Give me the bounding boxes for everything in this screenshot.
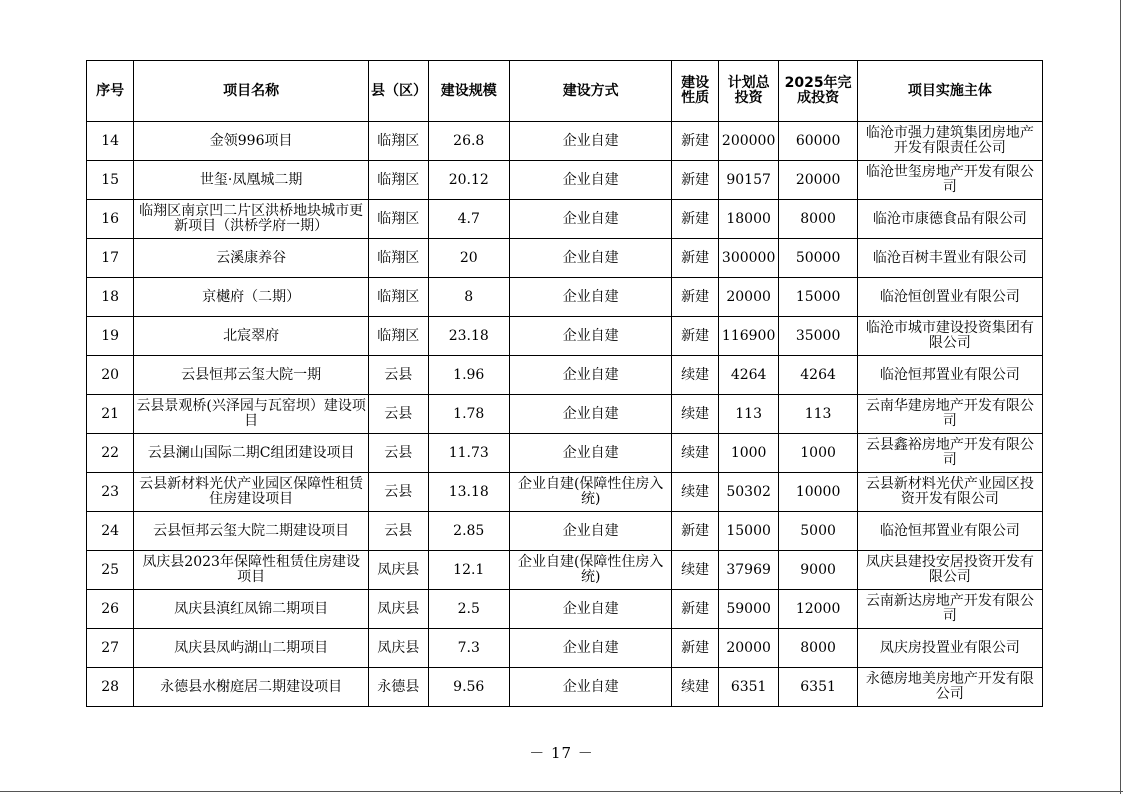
project-owner: 临沧恒邦置业有限公司 — [857, 356, 1042, 395]
build-mode: 企业自建 — [509, 200, 672, 239]
header-cell: 建设方式 — [509, 61, 672, 122]
project-name: 云县恒邦云玺大院一期 — [134, 356, 369, 395]
row-number: 24 — [87, 512, 134, 551]
investment-2025: 20000 — [779, 161, 857, 200]
investment-2025: 12000 — [779, 590, 857, 629]
project-name: 永德县水榭庭居二期建设项目 — [134, 668, 369, 707]
investment-2025: 60000 — [779, 122, 857, 161]
header-cell: 项目名称 — [134, 61, 369, 122]
build-mode: 企业自建 — [509, 434, 672, 473]
build-nature: 续建 — [672, 356, 718, 395]
county-name: 凤庆县 — [368, 590, 428, 629]
build-nature: 续建 — [672, 668, 718, 707]
project-owner: 临沧市强力建筑集团房地产开发有限责任公司 — [857, 122, 1042, 161]
build-scale: 1.96 — [428, 356, 509, 395]
planned-total-investment: 59000 — [718, 590, 779, 629]
county-name: 临翔区 — [368, 122, 428, 161]
row-number: 18 — [87, 278, 134, 317]
row-number: 27 — [87, 629, 134, 668]
build-nature: 新建 — [672, 278, 718, 317]
table-row — [87, 473, 1043, 512]
project-name: 临翔区南京凹二片区洪桥地块城市更新项目（洪桥学府一期） — [134, 200, 369, 239]
header-cell: 县（区） — [368, 61, 428, 122]
build-scale: 9.56 — [428, 668, 509, 707]
row-number: 19 — [87, 317, 134, 356]
project-owner: 永德房地美房地产开发有限公司 — [857, 668, 1042, 707]
project-name: 云溪康养谷 — [134, 239, 369, 278]
build-scale: 8 — [428, 278, 509, 317]
project-owner: 临沧恒创置业有限公司 — [857, 278, 1042, 317]
build-mode: 企业自建 — [509, 356, 672, 395]
project-name: 云县景观桥(兴泽园与瓦窑坝）建设项目 — [134, 395, 369, 434]
build-mode: 企业自建 — [509, 512, 672, 551]
page-number: － 17 － — [529, 744, 594, 762]
project-name: 凤庆县凤屿湖山二期项目 — [134, 629, 369, 668]
row-number: 15 — [87, 161, 134, 200]
build-scale: 2.85 — [428, 512, 509, 551]
project-owner: 临沧世玺房地产开发有限公司 — [857, 161, 1042, 200]
county-name: 临翔区 — [368, 239, 428, 278]
build-nature: 新建 — [672, 161, 718, 200]
build-mode: 企业自建 — [509, 317, 672, 356]
header-cell: 建设性质 — [672, 61, 718, 122]
table-row — [87, 161, 1043, 200]
row-number: 16 — [87, 200, 134, 239]
page-edge-right — [1120, 0, 1121, 794]
planned-total-investment: 116900 — [718, 317, 779, 356]
build-nature: 新建 — [672, 122, 718, 161]
build-mode: 企业自建 — [509, 668, 672, 707]
investment-2025: 8000 — [779, 629, 857, 668]
project-owner: 临沧恒邦置业有限公司 — [857, 512, 1042, 551]
build-nature: 新建 — [672, 239, 718, 278]
project-owner: 临沧百树丰置业有限公司 — [857, 239, 1042, 278]
row-number: 20 — [87, 356, 134, 395]
planned-total-investment: 6351 — [718, 668, 779, 707]
investment-2025: 10000 — [779, 473, 857, 512]
investment-2025: 50000 — [779, 239, 857, 278]
header-cell: 序号 — [87, 61, 134, 122]
project-name: 云县新材料光伏产业园区保障性租赁住房建设项目 — [134, 473, 369, 512]
build-nature: 新建 — [672, 317, 718, 356]
county-name: 临翔区 — [368, 200, 428, 239]
investment-2025: 113 — [779, 395, 857, 434]
row-number: 17 — [87, 239, 134, 278]
page-edge-bottom — [0, 791, 1123, 792]
county-name: 凤庆县 — [368, 551, 428, 590]
investment-2025: 1000 — [779, 434, 857, 473]
build-nature: 新建 — [672, 629, 718, 668]
build-scale: 1.78 — [428, 395, 509, 434]
table-row — [87, 551, 1043, 590]
table-row — [87, 395, 1043, 434]
project-owner: 凤庆县建投安居投资开发有限公司 — [857, 551, 1042, 590]
investment-2025: 4264 — [779, 356, 857, 395]
planned-total-investment: 90157 — [718, 161, 779, 200]
build-nature: 续建 — [672, 473, 718, 512]
build-nature: 新建 — [672, 512, 718, 551]
header-cell: 建设规模 — [428, 61, 509, 122]
build-mode: 企业自建 — [509, 629, 672, 668]
project-owner: 云南华建房地产开发有限公司 — [857, 395, 1042, 434]
build-nature: 续建 — [672, 395, 718, 434]
table-row — [87, 122, 1043, 161]
build-scale: 7.3 — [428, 629, 509, 668]
table-row — [87, 629, 1043, 668]
build-mode: 企业自建(保障性住房入统) — [509, 551, 672, 590]
county-name: 云县 — [368, 512, 428, 551]
project-name: 云县恒邦云玺大院二期建设项目 — [134, 512, 369, 551]
build-nature: 续建 — [672, 551, 718, 590]
build-mode: 企业自建 — [509, 161, 672, 200]
project-owner: 凤庆房投置业有限公司 — [857, 629, 1042, 668]
planned-total-investment: 15000 — [718, 512, 779, 551]
build-scale: 12.1 — [428, 551, 509, 590]
build-scale: 2.5 — [428, 590, 509, 629]
investment-2025: 9000 — [779, 551, 857, 590]
row-number: 23 — [87, 473, 134, 512]
row-number: 28 — [87, 668, 134, 707]
county-name: 云县 — [368, 473, 428, 512]
table-row — [87, 590, 1043, 629]
county-name: 云县 — [368, 395, 428, 434]
build-scale: 23.18 — [428, 317, 509, 356]
header-cell: 2025年完成投资 — [779, 61, 857, 122]
county-name: 凤庆县 — [368, 629, 428, 668]
build-nature: 新建 — [672, 200, 718, 239]
build-mode: 企业自建 — [509, 395, 672, 434]
county-name: 云县 — [368, 434, 428, 473]
project-name: 北宸翠府 — [134, 317, 369, 356]
project-owner: 云县鑫裕房地产开发有限公司 — [857, 434, 1042, 473]
investment-2025: 15000 — [779, 278, 857, 317]
project-name: 金领996项目 — [134, 122, 369, 161]
table-row — [87, 317, 1043, 356]
build-nature: 续建 — [672, 434, 718, 473]
investment-2025: 8000 — [779, 200, 857, 239]
build-mode: 企业自建 — [509, 122, 672, 161]
planned-total-investment: 1000 — [718, 434, 779, 473]
county-name: 云县 — [368, 356, 428, 395]
planned-total-investment: 18000 — [718, 200, 779, 239]
planned-total-investment: 113 — [718, 395, 779, 434]
planned-total-investment: 20000 — [718, 629, 779, 668]
build-mode: 企业自建 — [509, 590, 672, 629]
table-header-row — [87, 61, 1043, 122]
build-nature: 新建 — [672, 590, 718, 629]
county-name: 临翔区 — [368, 278, 428, 317]
row-number: 26 — [87, 590, 134, 629]
table-row — [87, 278, 1043, 317]
planned-total-investment: 37969 — [718, 551, 779, 590]
table-row — [87, 512, 1043, 551]
county-name: 临翔区 — [368, 161, 428, 200]
build-scale: 13.18 — [428, 473, 509, 512]
planned-total-investment: 50302 — [718, 473, 779, 512]
build-scale: 20.12 — [428, 161, 509, 200]
project-name: 云县澜山国际二期C组团建设项目 — [134, 434, 369, 473]
row-number: 22 — [87, 434, 134, 473]
row-number: 21 — [87, 395, 134, 434]
header-cell: 项目实施主体 — [857, 61, 1042, 122]
planned-total-investment: 4264 — [718, 356, 779, 395]
project-owner: 云南新达房地产开发有限公司 — [857, 590, 1042, 629]
project-name: 凤庆县2023年保障性租赁住房建设项目 — [134, 551, 369, 590]
row-number: 14 — [87, 122, 134, 161]
investment-2025: 6351 — [779, 668, 857, 707]
table-row — [87, 434, 1043, 473]
row-number: 25 — [87, 551, 134, 590]
build-mode: 企业自建 — [509, 278, 672, 317]
project-name: 京樾府（二期） — [134, 278, 369, 317]
planned-total-investment: 20000 — [718, 278, 779, 317]
project-name: 世玺·凤凰城二期 — [134, 161, 369, 200]
table-row — [87, 668, 1043, 707]
build-scale: 26.8 — [428, 122, 509, 161]
project-owner: 临沧市城市建设投资集团有限公司 — [857, 317, 1042, 356]
table-row — [87, 200, 1043, 239]
county-name: 临翔区 — [368, 317, 428, 356]
project-name: 凤庆县滇红凤锦二期项目 — [134, 590, 369, 629]
investment-2025: 35000 — [779, 317, 857, 356]
build-scale: 4.7 — [428, 200, 509, 239]
county-name: 永德县 — [368, 668, 428, 707]
header-cell: 计划总投资 — [718, 61, 779, 122]
planned-total-investment: 200000 — [718, 122, 779, 161]
build-mode: 企业自建 — [509, 239, 672, 278]
investment-2025: 5000 — [779, 512, 857, 551]
table-body — [87, 122, 1043, 707]
build-scale: 11.73 — [428, 434, 509, 473]
build-scale: 20 — [428, 239, 509, 278]
build-mode: 企业自建(保障性住房入统) — [509, 473, 672, 512]
project-owner: 云县新材料光伏产业园区投资开发有限公司 — [857, 473, 1042, 512]
project-table — [86, 60, 1043, 707]
table-row — [87, 239, 1043, 278]
planned-total-investment: 300000 — [718, 239, 779, 278]
table-row — [87, 356, 1043, 395]
project-owner: 临沧市康德食品有限公司 — [857, 200, 1042, 239]
